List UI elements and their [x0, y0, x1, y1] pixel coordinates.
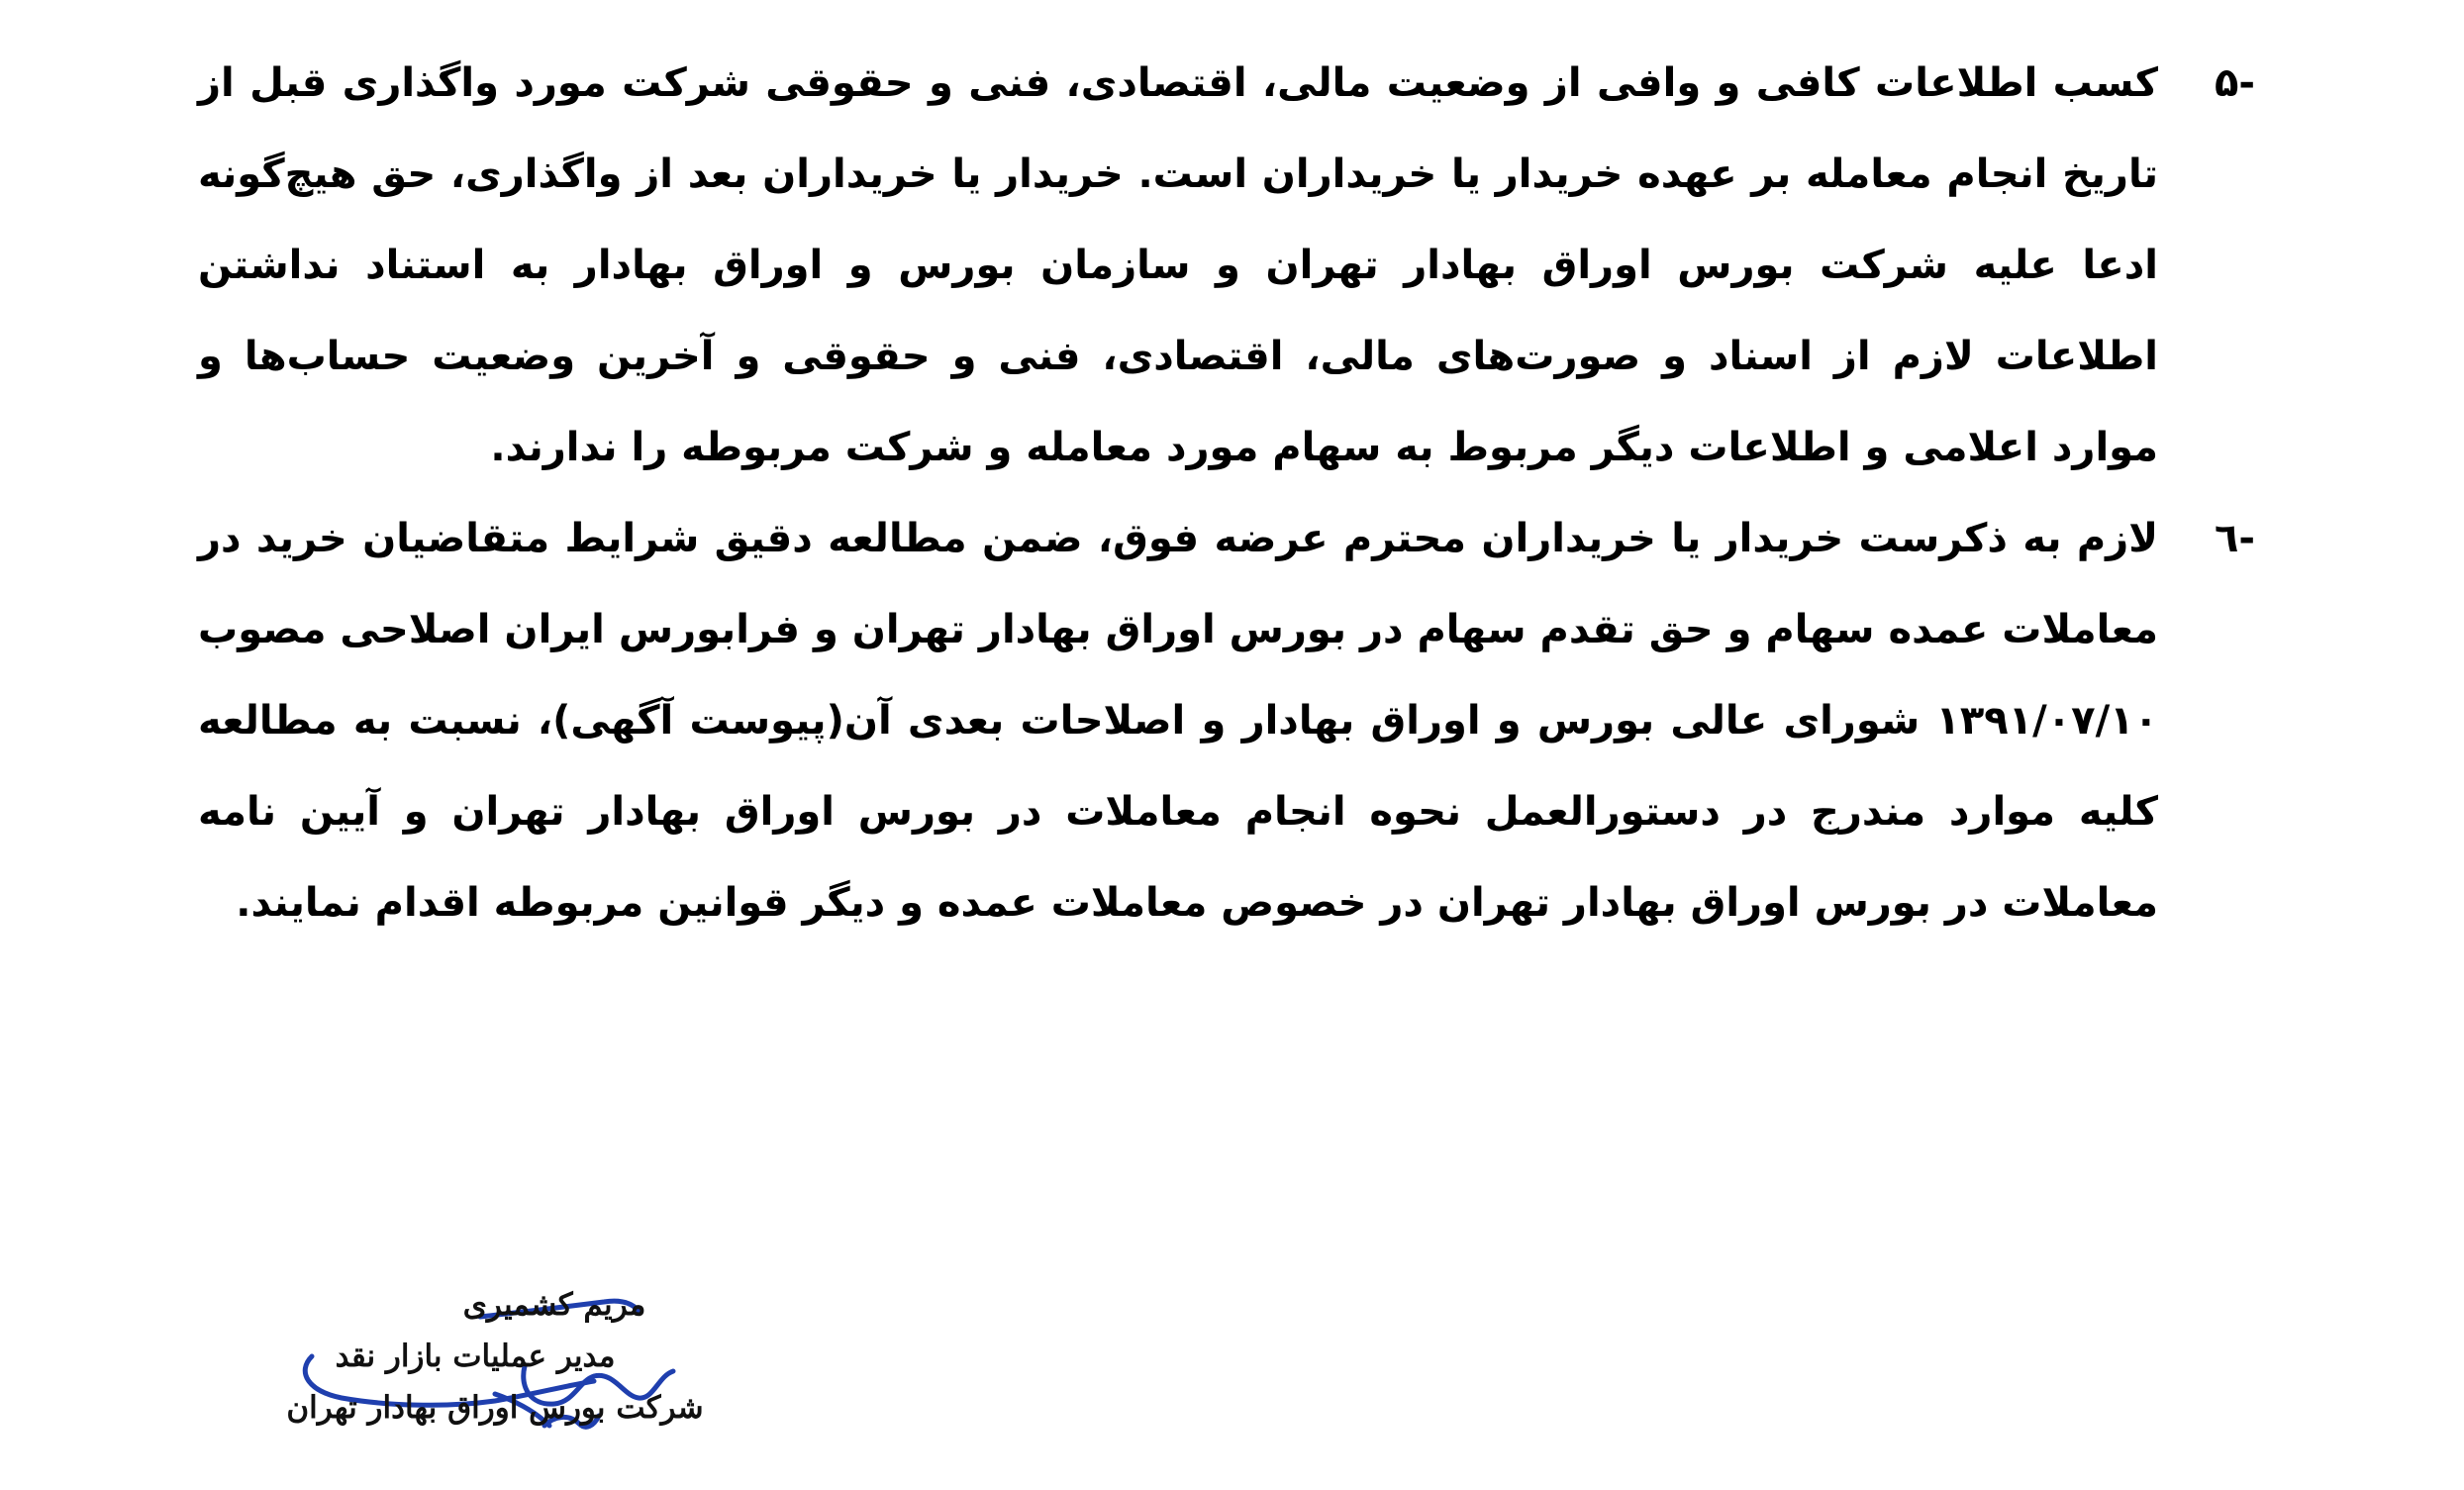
- clause-number: -٦: [2214, 516, 2255, 561]
- clause-number: -۵: [2214, 60, 2255, 106]
- clause-text: کسب اطلاعات کافی و وافی از وضعیت مالی، اقتصادی، فنی و حقوقی شرکت مورد واگذاری قبل از تاریخ انجام معامله بر عهده خریدار یا خریداران است. خریدار یا خریداران بعد از واگذاری، حق هیچ‌گونه ادعا علیه شرکت بورس اوراق بهادار تهران و سازمان بورس و اوراق بهادار به استناد نداشتن اطلاعات لازم از اسناد و صورت‌های مالی، اقتصادی، فنی و حقوقی و آخرین وضعیت حساب‌ها و موارد اعلامی و اطلاعات دیگر مربوط به سهام مورد معامله و شرکت مربوطه را ندارند.: [198, 60, 2158, 470]
- signature-block: [286, 1277, 792, 1455]
- signatory-title: مدیر عملیات بازار نقد: [335, 1339, 616, 1374]
- signatory-company: شرکت بورس اوراق بهادار تهران: [286, 1390, 704, 1426]
- clause-6: [198, 493, 2255, 948]
- clause-5: [198, 38, 2255, 493]
- clause-text: لازم به ذکرست خریدار یا خریداران محترم عرضه فوق، ضمن مطالعه دقیق شرایط متقاضیان خرید در معاملات عمده سهام و حق تقدم سهام در بورس اوراق بهادار تهران و فرابورس ایران اصلاحی مصوب ۱۳۹۱/۰۷/۱۰ شورای عالی بورس و اوراق بهادار و اصلاحات بعدی آن(پیوست آگهی)، نسبت به مطالعه کلیه موارد مندرج در دستورالعمل نحوه انجام معاملات در بورس اوراق بهادار تهران و آیین نامه معاملات در بورس اوراق بهادار تهران در خصوص معاملات عمده و دیگر قوانین مربوطه اقدام نمایند.: [198, 516, 2158, 926]
- signatory-name: مریم کشمیری: [462, 1287, 646, 1323]
